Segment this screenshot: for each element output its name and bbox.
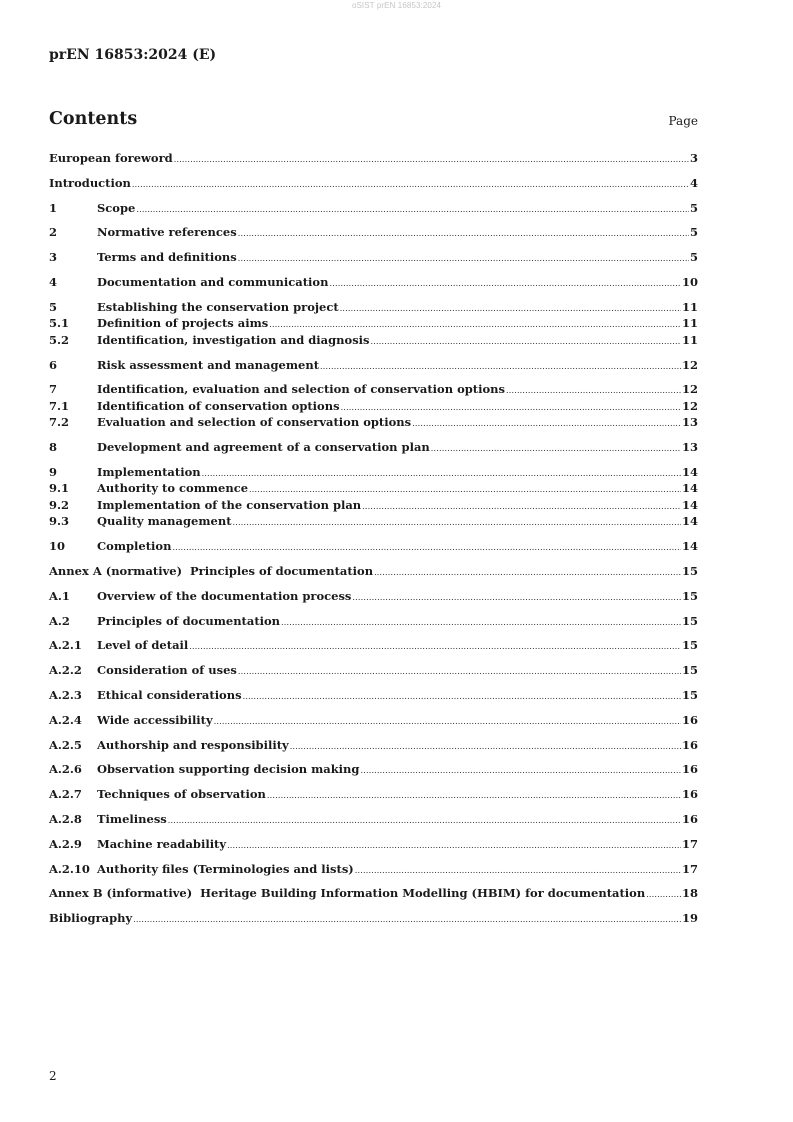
toc-entry-title: Annex A (normative) Principles of documentation	[49, 564, 374, 579]
toc-entry-number: 6	[49, 357, 58, 372]
toc-entry-number: A.2.8	[49, 812, 82, 827]
toc-entry-number: 5	[49, 299, 58, 314]
toc-entry-number: 9	[49, 464, 58, 479]
toc-entry[interactable]	[49, 414, 698, 431]
toc-entry[interactable]	[49, 861, 698, 878]
toc-entry-title: Authority files (Terminologies and lists)	[97, 861, 354, 876]
toc-leader-dots	[136, 202, 689, 219]
toc-entry-title: Documentation and communication	[97, 274, 329, 289]
toc-entry-page: 14	[681, 514, 698, 529]
toc-leader-dots	[174, 152, 689, 169]
toc-entry-title: Level of detail	[97, 638, 189, 653]
toc-entry-number: 9.1	[49, 481, 70, 496]
toc-entry-page: 5	[689, 225, 698, 240]
toc-entry-title: Consideration of uses	[97, 663, 237, 678]
toc-entry-page: 16	[681, 812, 698, 827]
toc-entry-title: Scope	[97, 200, 136, 215]
toc-entry-number: 1	[49, 200, 58, 215]
toc-entry-page: 14	[681, 539, 698, 554]
toc-entry-title: Establishing the conservation project	[97, 299, 339, 314]
toc-leader-dots	[431, 441, 681, 458]
toc-entry-page: 13	[681, 415, 698, 430]
toc-entry-page: 4	[689, 175, 698, 190]
toc-entry-page: 15	[681, 663, 698, 678]
toc-entry[interactable]	[49, 315, 698, 332]
toc-leader-dots	[168, 813, 681, 830]
toc-entry-number: A.2.5	[49, 737, 82, 752]
toc-entry-number: A.2.10	[49, 861, 90, 876]
toc-entry[interactable]	[49, 761, 698, 778]
toc-entry-title: Evaluation and selection of conservation options	[97, 415, 412, 430]
toc-entry-title: Risk assessment and management	[97, 357, 320, 372]
toc-entry-number: 4	[49, 274, 58, 289]
toc-entry-page: 13	[681, 440, 698, 455]
page-number: 2	[49, 1069, 57, 1083]
toc-entry[interactable]	[49, 613, 698, 630]
toc-leader-dots	[233, 515, 681, 532]
toc-entry[interactable]	[49, 464, 698, 481]
toc-entry-page: 5	[689, 200, 698, 215]
toc-entry-page: 3	[689, 151, 698, 165]
toc-leader-dots	[238, 664, 681, 681]
toc-entry-page: 11	[681, 332, 698, 347]
toc-entry[interactable]	[49, 150, 698, 167]
toc-entry-title: Timeliness	[97, 812, 167, 827]
toc-entry-title: Wide accessibility	[97, 712, 213, 727]
toc-entry-page: 19	[681, 911, 698, 926]
toc-entry[interactable]	[49, 332, 698, 349]
toc-entry-number: 10	[49, 539, 66, 554]
toc-entry-page: 11	[681, 316, 698, 331]
toc-leader-dots	[132, 177, 689, 194]
toc-leader-dots	[238, 251, 689, 268]
toc-entry[interactable]	[49, 588, 698, 605]
toc-entry-number: A.2.9	[49, 836, 82, 851]
page-column-label: Page	[668, 114, 698, 128]
toc-entry-title: Identification, evaluation and selection of conservation options	[97, 382, 505, 397]
toc-entry-title: Techniques of observation	[97, 787, 266, 802]
toc-entry[interactable]	[49, 381, 698, 398]
toc-entry-title: Authority to commence	[97, 481, 249, 496]
toc-entry[interactable]	[49, 538, 698, 555]
toc-entry-number: 9.2	[49, 497, 70, 512]
table-of-contents	[49, 150, 698, 927]
toc-entry-title: Normative references	[97, 225, 237, 240]
toc-entry-title: Authorship and responsibility	[97, 737, 289, 752]
toc-entry-number: 8	[49, 440, 58, 455]
toc-entry-number: A.2	[49, 613, 70, 628]
toc-entry-page: 14	[681, 481, 698, 496]
toc-entry[interactable]	[49, 712, 698, 729]
toc-entry-title: Terms and definitions	[97, 250, 237, 265]
toc-entry[interactable]	[49, 687, 698, 704]
toc-entry-number: 5.1	[49, 316, 70, 331]
toc-entry[interactable]	[49, 836, 698, 853]
contents-title: Contents	[49, 109, 138, 129]
toc-leader-dots	[281, 615, 681, 632]
toc-entry-page: 12	[681, 357, 698, 372]
toc-entry-page: 15	[681, 588, 698, 603]
toc-entry[interactable]	[49, 910, 698, 927]
toc-entry[interactable]	[49, 497, 698, 514]
toc-entry-title: Definition of projects aims	[97, 316, 269, 331]
toc-entry[interactable]	[49, 786, 698, 803]
toc-leader-dots	[227, 838, 681, 855]
toc-entry-title: Overview of the documentation process	[97, 588, 352, 603]
toc-leader-dots	[290, 739, 681, 756]
toc-entry[interactable]	[49, 563, 698, 580]
toc-entry[interactable]	[49, 224, 698, 241]
toc-entry[interactable]	[49, 249, 698, 266]
toc-entry-title: Introduction	[49, 175, 131, 190]
toc-entry-number: 2	[49, 225, 58, 240]
toc-entry-title: Annex B (informative) Heritage Building Information Modelling (HBIM) for documentation	[49, 886, 646, 901]
toc-entry-page: 15	[681, 564, 698, 579]
toc-entry[interactable]	[49, 885, 698, 902]
document-id: prEN 16853:2024 (E)	[49, 47, 217, 63]
toc-leader-dots	[329, 276, 681, 293]
toc-entry-page: 12	[681, 382, 698, 397]
toc-leader-dots	[374, 565, 681, 582]
toc-entry[interactable]	[49, 357, 698, 374]
toc-entry-title: Identification, investigation and diagnosis	[97, 332, 370, 347]
toc-entry-number: 9.3	[49, 514, 70, 529]
toc-entry-number: A.1	[49, 588, 70, 603]
toc-entry-page: 18	[681, 886, 698, 901]
toc-entry-number: 5.2	[49, 332, 70, 347]
toc-entry[interactable]	[49, 737, 698, 754]
toc-leader-dots	[646, 887, 681, 904]
toc-entry-page: 15	[681, 688, 698, 703]
toc-entry-number: A.2.3	[49, 688, 82, 703]
toc-entry-title: Machine readability	[97, 836, 227, 851]
toc-leader-dots	[189, 639, 681, 656]
toc-entry[interactable]	[49, 398, 698, 415]
toc-entry-number: 3	[49, 250, 58, 265]
toc-entry-page: 16	[681, 787, 698, 802]
toc-leader-dots	[412, 416, 681, 433]
toc-entry-page: 15	[681, 638, 698, 653]
toc-entry-page: 17	[681, 861, 698, 876]
watermark: oSIST prEN 16853:2024	[351, 1, 442, 10]
toc-entry-number: A.2.4	[49, 712, 82, 727]
toc-entry[interactable]	[49, 274, 698, 291]
toc-entry-page: 17	[681, 836, 698, 851]
toc-entry-page: 11	[681, 299, 698, 314]
toc-entry-title: Principles of documentation	[97, 613, 281, 628]
toc-entry-number: 7	[49, 382, 58, 397]
toc-entry-title: Implementation of the conservation plan	[97, 497, 362, 512]
toc-entry-page: 14	[681, 497, 698, 512]
toc-entry-page: 16	[681, 737, 698, 752]
toc-entry-title: Quality management	[97, 514, 232, 529]
toc-entry-title: Ethical considerations	[97, 688, 242, 703]
toc-leader-dots	[267, 788, 681, 805]
toc-leader-dots	[352, 590, 681, 607]
toc-entry-title: Bibliography	[49, 911, 133, 926]
toc-entry[interactable]	[49, 811, 698, 828]
toc-leader-dots	[172, 540, 681, 557]
toc-entry-number: A.2.6	[49, 762, 82, 777]
toc-entry-page: 10	[681, 274, 698, 289]
toc-entry[interactable]	[49, 175, 698, 192]
toc-entry-title: Completion	[97, 539, 172, 554]
toc-entry-page: 5	[689, 250, 698, 265]
toc-leader-dots	[214, 714, 681, 731]
toc-leader-dots	[133, 912, 681, 929]
toc-leader-dots	[243, 689, 681, 706]
toc-entry-title: Development and agreement of a conservation plan	[97, 440, 430, 455]
toc-entry-title: Identification of conservation options	[97, 398, 340, 413]
toc-entry-title: Observation supporting decision making	[97, 762, 360, 777]
toc-entry-title: Implementation	[97, 464, 201, 479]
toc-entry[interactable]	[49, 200, 698, 217]
toc-entry-number: A.2.7	[49, 787, 82, 802]
toc-entry[interactable]	[49, 439, 698, 456]
toc-entry[interactable]	[49, 480, 698, 497]
toc-entry-number: 7.2	[49, 415, 70, 430]
toc-entry[interactable]	[49, 662, 698, 679]
toc-entry[interactable]	[49, 513, 698, 530]
toc-entry[interactable]	[49, 637, 698, 654]
toc-leader-dots	[371, 334, 681, 351]
toc-entry-page: 16	[681, 762, 698, 777]
toc-entry-number: 7.1	[49, 398, 70, 413]
toc-entry-page: 12	[681, 398, 698, 413]
toc-entry-page: 15	[681, 613, 698, 628]
toc-leader-dots	[360, 763, 681, 780]
toc-entry-number: A.2.1	[49, 638, 82, 653]
toc-entry[interactable]	[49, 299, 698, 316]
toc-entry-page: 16	[681, 712, 698, 727]
toc-entry-number: A.2.2	[49, 663, 82, 678]
toc-leader-dots	[238, 226, 689, 243]
toc-entry-page: 14	[681, 464, 698, 479]
toc-leader-dots	[355, 863, 681, 880]
toc-entry-title: European foreword	[49, 151, 173, 165]
toc-leader-dots	[320, 359, 681, 376]
